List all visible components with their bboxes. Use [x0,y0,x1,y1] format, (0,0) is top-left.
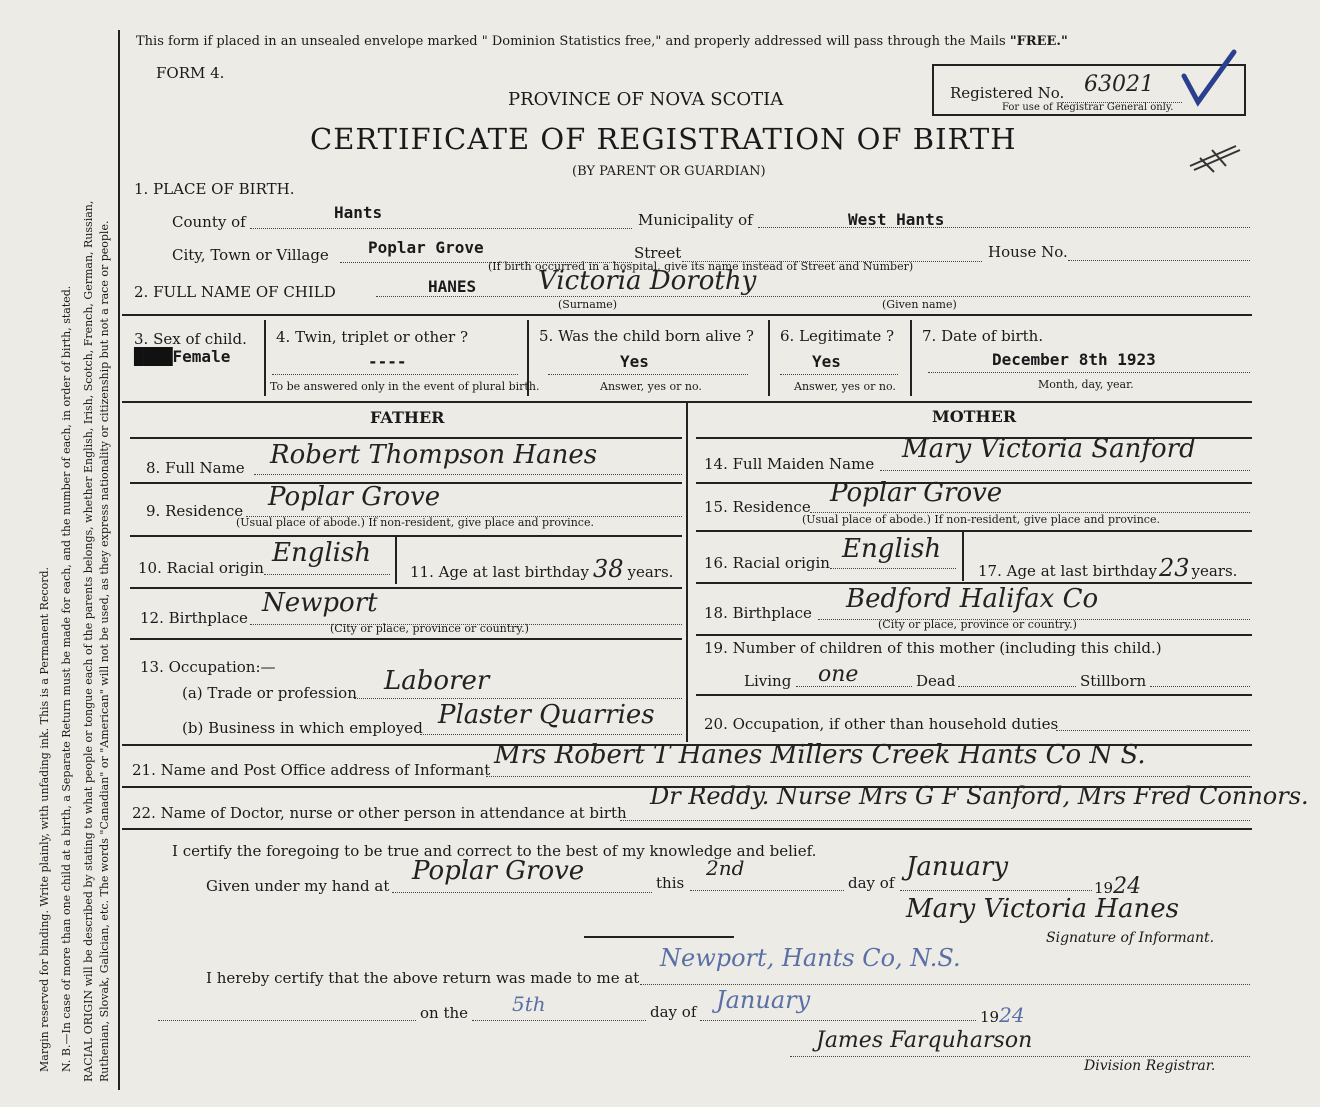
sex-value [134,347,230,366]
division-registrar-label: Division Registrar. [1084,1058,1216,1074]
father-trade: Laborer [384,666,490,696]
mother-rule-2 [696,530,1252,532]
municipality-value: West Hants [848,210,945,229]
children-label: 19. Number of children of this mother (including this child.) [704,639,1162,657]
legit-line [780,374,898,375]
registrar-text: I hereby certify that the above return was made to me at [206,969,640,987]
mother-rule-4 [696,634,1252,636]
dead-label: Dead [916,672,956,690]
place-heading: 1. PLACE OF BIRTH. [134,180,295,198]
county-value: Hants [334,203,383,222]
house-label: House No. [988,243,1068,261]
given-place: Poplar Grove [412,856,585,886]
father-heading: FATHER [370,408,445,427]
alive-note: Answer, yes or no. [600,380,702,393]
dob-label: 7. Date of birth. [922,327,1044,345]
living-value: one [818,662,859,687]
form-number: FORM 4. [156,64,225,82]
mother-birthplace: Bedford Halifax Co [846,584,1099,614]
father-trade-line [354,698,682,699]
mother-race-divider [962,531,964,581]
registrar-prefix-line [158,1020,416,1021]
certify-day-line [690,890,844,891]
informant-line [486,776,1250,777]
scribble-mark-icon [1186,140,1242,174]
registrar-day: 5th [512,992,546,1016]
alive-line [548,374,748,375]
mother-race: English [842,534,942,564]
hospital-note: (If birth occurred in a hospital, give its name instead of Street and Number) [488,260,914,273]
given-hand-label: Given under my hand at [206,877,390,895]
child-given-name: Victoria Dorothy [538,266,757,296]
father-race-label: 10. Racial origin [138,559,264,577]
mother-occupation-line [1056,730,1250,731]
father-occupation-label: 13. Occupation:— [140,658,276,676]
mother-age-label [978,554,1237,582]
county-label: County of [172,213,246,231]
certify-month-line [900,890,1092,891]
father-name-line [254,474,682,475]
registered-label: Registered No. [950,84,1065,102]
parents-divider [686,402,688,742]
registrar-year [980,1003,1025,1027]
mother-race-label: 16. Racial origin [704,554,830,572]
father-age: 38 [592,555,624,583]
child-name-label: 2. FULL NAME OF CHILD [134,283,336,301]
mother-years: years. [1191,562,1238,580]
child-name-line [376,296,1250,297]
father-race-line [264,574,390,575]
certificate-subtitle: (BY PARENT OR GUARDIAN) [572,164,766,179]
mother-heading: MOTHER [932,407,1017,426]
registrar-month: January [716,986,811,1014]
certificate-title: CERTIFICATE OF REGISTRATION OF BIRTH [310,122,1017,156]
registrar-place-line [640,984,1250,985]
certify-day: 2nd [706,856,745,880]
registered-note: For use of Registrar General only. [1002,102,1174,113]
sex-label: 3. Sex of child. [134,330,247,348]
margin-rule [118,30,120,1090]
father-rule-4 [130,638,682,640]
living-line [796,686,912,687]
sex-strikeout: ████ [134,347,173,366]
legit-value: Yes [812,352,841,371]
mother-birthplace-label: 18. Birthplace [704,604,812,622]
mother-age: 23 [1158,554,1190,582]
living-label: Living [744,672,792,690]
mother-birthplace-note: (City or place, province or country.) [878,618,1077,631]
stillborn-label: Stillborn [1080,672,1147,690]
registrar-signature: James Farquharson [816,1028,1033,1053]
col-divider-3 [768,320,770,396]
father-business: Plaster Quarries [438,700,655,730]
father-birthplace-note: (City or place, province or country.) [330,622,529,635]
child-surname: HANES [428,277,477,296]
doctor-line [620,820,1250,821]
margin-note-2: N. B.—In case of more than one child at a birth, a Separate Return must be made for each, and the number of each, in order of birth, stated. [60,285,73,1072]
mail-note-text: This form if placed in an unsealed envelope marked " Dominion Statistics free," and properly addressed will pass through the Mails [136,34,1006,49]
father-years: years. [627,563,674,581]
registrar-day-line [472,1020,646,1021]
father-trade-label: (a) Trade or profession [182,684,357,702]
twin-note: To be answered only in the event of plural birth. [270,380,540,393]
father-birthplace: Newport [262,588,378,618]
father-residence-note: (Usual place of abode.) If non-resident, give place and province. [236,516,594,529]
mother-name-line [880,470,1250,471]
mail-free: "FREE." [1009,34,1068,49]
father-rule-3 [130,587,682,589]
surname-caption: (Surname) [558,298,618,311]
father-race-divider [395,536,397,584]
dob-value: December 8th 1923 [992,350,1156,369]
mother-residence-label: 15. Residence [704,498,811,516]
province: PROVINCE OF NOVA SCOTIA [508,89,784,110]
city-value: Poplar Grove [368,238,484,257]
alive-value: Yes [620,352,649,371]
father-age-text: 11. Age at last birthday [410,563,589,581]
mother-race-line [830,568,956,569]
father-rule-0 [130,437,682,439]
father-residence: Poplar Grove [268,482,441,512]
dead-line [958,686,1076,687]
on-the-label: on the [420,1004,469,1022]
twin-label: 4. Twin, triplet or other ? [276,328,468,346]
short-rule [584,936,734,938]
alive-label: 5. Was the child born alive ? [539,327,754,345]
twin-value: ---- [368,352,407,371]
father-name: Robert Thompson Hanes [270,440,598,470]
municipality-line [758,227,1250,228]
county-line [250,228,632,229]
check-mark-icon [1180,48,1240,110]
certify-text: I certify the foregoing to be true and correct to the best of my knowledge and belief. [172,842,817,860]
legit-label: 6. Legitimate ? [780,327,895,345]
father-business-label: (b) Business in which employed [182,719,423,737]
registrar-month-line [700,1020,976,1021]
city-label: City, Town or Village [172,246,329,264]
year-prefix: 19 [1094,879,1114,897]
day-of-label: day of [848,874,895,892]
col-divider-1 [264,320,266,396]
mother-name: Mary Victoria Sanford [902,434,1196,464]
mother-occupation-label: 20. Occupation, if other than household duties [704,715,1059,733]
margin-note-1: Margin reserved for binding. Write plainly, with unfading ink. This is a Permanent Record. [38,566,51,1072]
twin-line [272,374,518,375]
year-value: 24 [1113,874,1142,899]
reg-year-prefix: 19 [980,1008,1000,1026]
given-place-line [392,892,652,893]
certify-month: January [906,852,1009,882]
informant-value: Mrs Robert T Hanes Millers Creek Hants Co N S. [494,740,1146,770]
registrar-day-of: day of [650,1003,697,1021]
father-birthplace-label: 12. Birthplace [140,609,248,627]
mother-residence-note: (Usual place of abode.) If non-resident, give place and province. [802,513,1160,526]
street-label: Street [634,244,682,262]
stillborn-line [1150,686,1250,687]
given-name-caption: (Given name) [882,298,957,311]
col-divider-4 [910,320,912,396]
dob-note: Month, day, year. [1038,378,1134,391]
reg-year-value: 24 [999,1003,1025,1027]
registered-number: 63021 [1084,72,1154,97]
house-line [1068,260,1250,261]
margin-note-3: RACIAL ORIGIN will be described by stating to what people or tongue each of the parents belongs, whether English, Irish, Scotch, French, German, Russian, [82,200,95,1082]
doctor-value: Dr Reddy. Nurse Mrs G F Sanford, Mrs Fred Connors. [650,782,1309,810]
informant-signature-label: Signature of Informant. [1046,930,1215,946]
this-label: this [656,874,685,892]
rule-5 [122,828,1252,830]
registrar-sig-line [790,1056,1250,1057]
mother-rule-5 [696,694,1252,696]
informant-label: 21. Name and Post Office address of Informant [132,761,491,779]
doctor-label: 22. Name of Doctor, nurse or other person in attendance at birth [132,804,627,822]
father-age-label [410,555,673,583]
sex-text: Female [172,347,231,366]
mail-note [136,34,1068,49]
mother-name-label: 14. Full Maiden Name [704,455,875,473]
father-name-label: 8. Full Name [146,459,245,477]
dob-line [928,372,1250,373]
father-residence-label: 9. Residence [146,502,244,520]
registrar-place: Newport, Hants Co, N.S. [660,944,961,972]
legit-note: Answer, yes or no. [794,380,896,393]
margin-note-4: Ruthenian, Slovak, Galician, etc. The words "Canadian" or "American" will not be used, as they express nationality or citizenship but not a race or people. [98,220,111,1082]
father-rule-2 [130,535,682,537]
informant-signature: Mary Victoria Hanes [906,894,1179,924]
rule-1 [122,314,1252,316]
mother-residence: Poplar Grove [830,478,1003,508]
municipality-label: Municipality of [638,211,753,229]
father-business-line [420,734,682,735]
father-race: English [272,538,372,568]
mother-age-text: 17. Age at last birthday [978,562,1157,580]
